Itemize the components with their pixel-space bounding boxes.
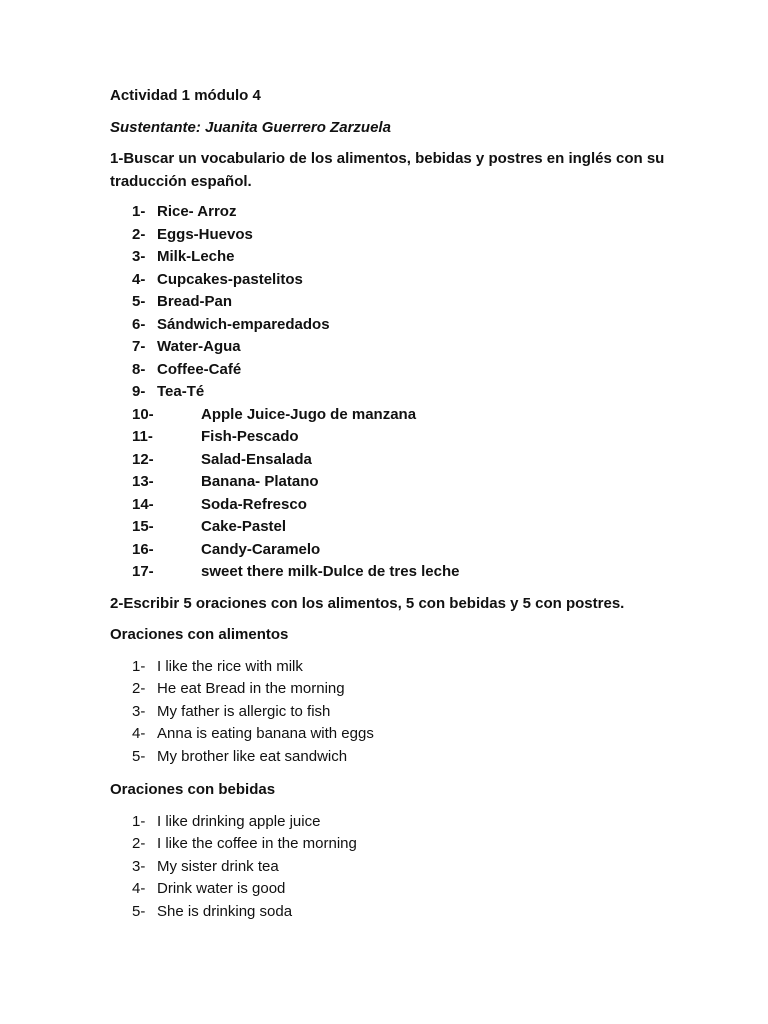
- question-1: 1-Buscar un vocabulario de los alimentos, bebidas y postres en inglés con su traducción español.: [110, 150, 665, 190]
- item-number: 7-: [132, 338, 146, 355]
- item-text: Fish-Pescado: [201, 428, 299, 445]
- item-number: 1-: [132, 812, 146, 830]
- item-text: Banana- Platano: [201, 473, 319, 490]
- list-item: [132, 224, 708, 247]
- item-number: 10-: [132, 405, 154, 423]
- list-item: [132, 314, 708, 337]
- item-number: 1-: [132, 657, 146, 675]
- item-number: 9-: [132, 383, 146, 400]
- food-sentences-list: [132, 656, 708, 769]
- item-text: Rice- Arroz: [157, 203, 237, 220]
- author-name: : Juanita Guerrero Zarzuela: [195, 118, 391, 136]
- item-text: Apple Juice-Jugo de manzana: [201, 405, 417, 423]
- list-item: [132, 856, 708, 879]
- list-item: [132, 404, 708, 427]
- list-item: [132, 723, 708, 746]
- item-text: She is drinking soda: [157, 902, 293, 920]
- item-text: Eggs-Huevos: [157, 225, 253, 243]
- item-number: 3-: [132, 248, 146, 265]
- item-number: 3-: [132, 857, 146, 875]
- list-item: [132, 539, 708, 562]
- list-item: [132, 878, 708, 901]
- author-label: Sustentante: [110, 118, 196, 136]
- item-text: I like the coffee in the morning: [157, 835, 357, 852]
- item-text: Milk-Leche: [157, 248, 235, 265]
- drink-sentences-list: [132, 811, 708, 924]
- item-number: 8-: [132, 360, 146, 378]
- item-number: 14-: [132, 495, 154, 513]
- section-heading-drinks: Oraciones con bebidas: [110, 781, 276, 798]
- list-item: [132, 201, 708, 224]
- item-text: My brother like eat sandwich: [157, 747, 348, 765]
- list-item: [132, 811, 708, 834]
- list-item: [132, 246, 708, 269]
- item-text: Coffee-Café: [157, 360, 242, 378]
- item-text: Salad-Ensalada: [201, 450, 312, 468]
- item-number: 5-: [132, 293, 146, 310]
- list-item: [132, 833, 708, 856]
- item-text: Bread-Pan: [157, 293, 233, 310]
- list-item: [132, 901, 708, 924]
- item-number: 2-: [132, 680, 146, 697]
- item-number: 12-: [132, 450, 154, 468]
- list-item: [132, 336, 708, 359]
- item-text: sweet there milk-Dulce de tres leche: [201, 563, 460, 580]
- list-item: [132, 449, 708, 472]
- list-item: [132, 516, 708, 539]
- vocabulary-list: [132, 201, 708, 584]
- item-text: Drink water is good: [157, 880, 286, 897]
- list-item: [132, 426, 708, 449]
- item-text: Cake-Pastel: [201, 518, 287, 535]
- document-title: Actividad 1 módulo 4: [110, 87, 261, 104]
- item-text: Candy-Caramelo: [201, 540, 321, 558]
- item-number: 2-: [132, 835, 146, 852]
- list-item: [132, 678, 708, 701]
- item-text: Sándwich-emparedados: [157, 315, 330, 333]
- item-number: 1-: [132, 203, 146, 220]
- item-text: Soda-Refresco: [201, 495, 307, 513]
- list-item: [132, 494, 708, 517]
- item-number: 13-: [132, 473, 154, 490]
- item-number: 3-: [132, 702, 146, 720]
- item-number: 4-: [132, 270, 146, 288]
- section-heading-food: Oraciones con alimentos: [110, 626, 289, 643]
- list-item: [132, 381, 708, 404]
- list-item: [132, 746, 708, 769]
- item-number: 15-: [132, 518, 154, 535]
- item-text: Anna is eating banana with eggs: [157, 725, 374, 742]
- item-text: I like the rice with milk: [157, 657, 303, 675]
- item-number: 5-: [132, 902, 146, 920]
- item-number: 6-: [132, 315, 146, 333]
- item-number: 4-: [132, 880, 146, 897]
- item-number: 2-: [132, 225, 146, 243]
- list-item: [132, 561, 708, 584]
- item-text: Water-Agua: [157, 338, 241, 355]
- list-item: [132, 471, 708, 494]
- list-item: [132, 359, 708, 382]
- item-text: Tea-Té: [157, 383, 205, 400]
- item-number: 11-: [132, 428, 153, 445]
- item-text: Cupcakes-pastelitos: [157, 270, 303, 288]
- item-text: My father is allergic to fish: [157, 702, 331, 720]
- list-item: [132, 656, 708, 679]
- item-text: He eat Bread in the morning: [157, 680, 345, 697]
- item-number: 4-: [132, 725, 146, 742]
- author-line: [110, 117, 708, 140]
- list-item: [132, 701, 708, 724]
- list-item: [132, 291, 708, 314]
- spacer: [110, 768, 708, 779]
- question-2: 2-Escribir 5 oraciones con los alimentos, 5 con bebidas y 5 con postres.: [110, 594, 625, 612]
- list-item: [132, 269, 708, 292]
- item-number: 17-: [132, 563, 154, 580]
- item-text: My sister drink tea: [157, 857, 279, 875]
- item-number: 5-: [132, 747, 146, 765]
- item-number: 16-: [132, 540, 154, 558]
- item-text: I like drinking apple juice: [157, 812, 321, 830]
